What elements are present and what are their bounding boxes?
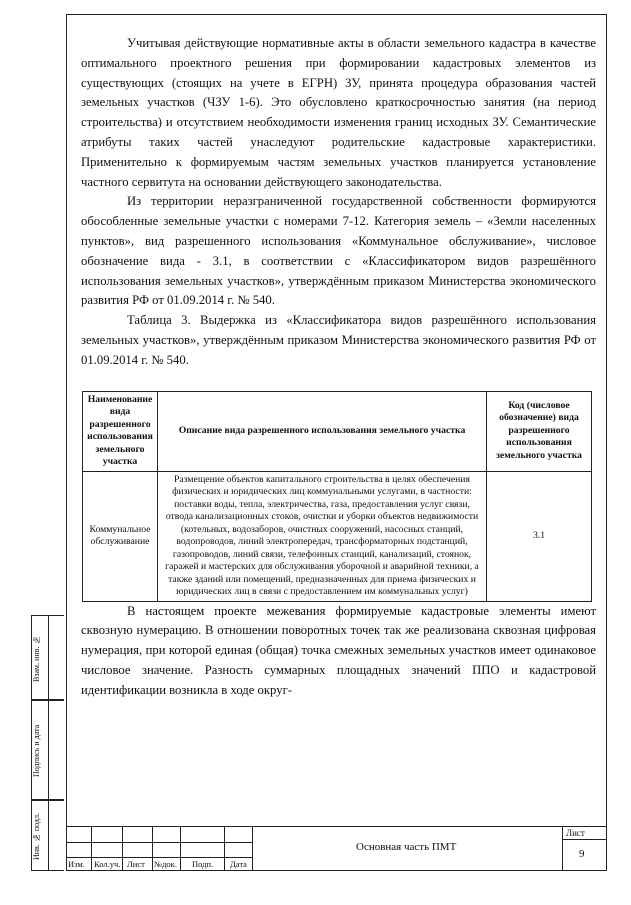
- table-header-row: [83, 391, 592, 471]
- stamp-col-sign: Подп.: [192, 859, 214, 869]
- document-body: [81, 34, 596, 701]
- cell-code: 3.1: [487, 471, 592, 601]
- paragraph-3: В настоящем проекте межевания формируемые кадастровые элементы имеют сквозную нумерацию. В отношении поворотных точек так же реализована сквозная цифровая нумерация, при которой единая (общая) точка смежных земельных участков имеет одинаковое числовое значение. Разность суммарных площадных значений ППО и кадастровой идентификации возникла в ходе округ-: [81, 603, 596, 697]
- stamp-col-sheet: Лист: [127, 859, 145, 869]
- table-caption: Таблица 3. Выдержка из «Классификатора видов разрешённого использования земельных участков», утверждённым приказом Министерства экономического развития РФ от 01.09.2014 г. № 540.: [81, 313, 596, 367]
- stamp-title: Основная часть ПМТ: [356, 841, 457, 853]
- paragraph-2: Из территории неразграниченной государственной собственности формируются обособленные земельные участки с номерами 7-12. Категория земель – «Земли населенных пунктов», вид разрешенного использования «Коммунальное обслуживание», числовое обозначение вида - 3.1, в соответствии с «Классификатором видов разрешённого использования земельных участков», утверждённым приказом Министерства экономического развития РФ от 01.09.2014 г. № 540.: [81, 194, 596, 308]
- side-stamp-replace: [31, 615, 64, 700]
- stamp-col-date: Дата: [230, 859, 247, 869]
- stamp-col-change: Изм.: [68, 859, 85, 869]
- side-label-inventory: Инв. № подл.: [32, 813, 41, 860]
- stamp-col-count: Кол.уч.: [94, 859, 121, 869]
- side-label-replace: Взам. инв. №: [32, 635, 41, 682]
- sheet-number: 9: [579, 848, 585, 860]
- title-block: [66, 826, 607, 871]
- cell-description: Размещение объектов капитального строительства в целях обеспечения физических и юридических лиц коммунальными услугами, в частности: поставки воды, тепла, электричества, газа, предоставления услуг связи, отвода канализационных стоков, очистки и уборки объектов недвижимости (котельных, водозаборов, очистных сооружений, насосных станций, водопроводов, линий электропередач, трансформаторных подстанций, газопроводов, линий связи, телефонных станций, канализаций, стоянок, гаражей и мастерских для обслуживания уборочной и аварийной техники, а также зданий или помещений, предназначенных для приема физических и юридических лиц в связи с предоставлением им коммунальных услуг): [158, 471, 487, 601]
- header-description: Описание вида разрешенного использования земельного участка: [158, 391, 487, 471]
- sheet-label: Лист: [566, 828, 585, 838]
- cell-name: Коммунальное обслуживание: [83, 471, 158, 601]
- header-code: Код (числовое обозначение) вида разрешенного использования земельного участка: [487, 391, 592, 471]
- header-name: Наименование вида разрешенного использования земельного участка: [83, 391, 158, 471]
- side-stamp-inventory: [31, 800, 64, 871]
- table-row: [83, 471, 592, 601]
- paragraph-1: Учитывая действующие нормативные акты в области земельного кадастра в качестве оптимального проектного решения при формировании кадастровых элементов из существующих (стоящих на учете в ЕГРН) ЗУ, принята процедура образования частей земельных участков (ЧЗУ 1-6). Это обусловлено краткосрочностью занятия (на период строительства) и отсутствием необходимости изменения границ исходных ЗУ. Семантические атрибуты таких частей унаследуют родительские кадастровые характеристики. Применительно к формируемым частям земельных участков планируется установление частного сервитута на основании действующего законодательства.: [81, 36, 596, 189]
- side-stamp-signature: [31, 700, 64, 800]
- classifier-table: [82, 391, 592, 602]
- side-label-signature: Подпись и дата: [32, 724, 41, 778]
- stamp-col-doc: №док.: [154, 859, 177, 869]
